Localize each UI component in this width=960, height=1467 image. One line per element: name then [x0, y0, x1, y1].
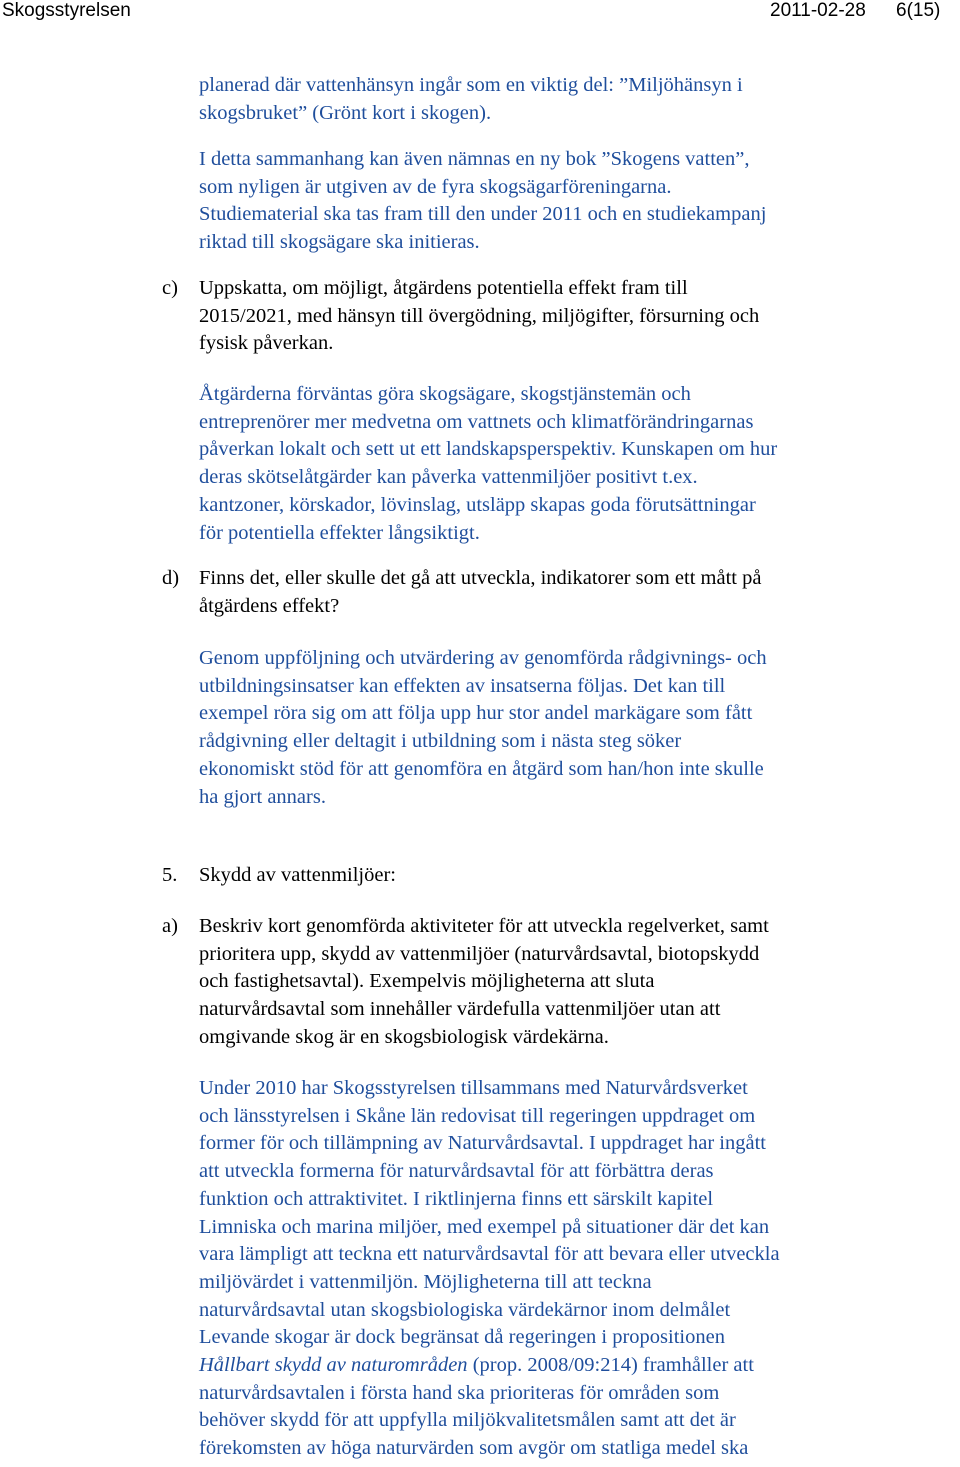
- header-date: 2011-02-28: [770, 0, 866, 21]
- section-5-number: 5.: [162, 864, 178, 886]
- text-line: I detta sammanhang kan även nämnas en ny bok ”Skogens vatten”,: [199, 148, 750, 170]
- text-line: Beskriv kort genomförda aktiviteter för att utveckla regelverket, samt: [199, 915, 769, 937]
- text-line: Finns det, eller skulle det gå att utveckla, indikatorer som ett mått på: [199, 567, 762, 589]
- text-line: ekonomiskt stöd för att genomföra en åtgärd som han/hon inte skulle: [199, 757, 764, 780]
- text-line: Åtgärderna förväntas göra skogsägare, skogstjänstemän och: [199, 383, 691, 405]
- paragraph-item-a-answer: [199, 1075, 899, 1463]
- paragraph-item-c-answer: [199, 381, 899, 547]
- text-line: funktion och attraktivitet. I riktlinjerna finns ett särskilt kapitel: [199, 1187, 714, 1210]
- text-fragment: (prop. 2008/09:214) framhåller att: [467, 1354, 754, 1377]
- text-line: som nyligen är utgiven av de fyra skogsägarföreningarna.: [199, 175, 672, 198]
- text-line: och fastighetsavtal). Exempelvis möjligheterna att sluta: [199, 970, 655, 993]
- paragraph-skogens-vatten: [199, 146, 899, 257]
- text-line: påverkan lokalt och sett ut ett landskapsperspektiv. Kunskapen om hur: [199, 438, 778, 461]
- text-line: former för och tillämpning av Naturvårdsavtal. I uppdraget har ingått: [199, 1132, 766, 1155]
- text-line: fysisk påverkan.: [199, 332, 334, 355]
- paragraph-item-d-answer: [199, 645, 899, 811]
- italic-title: Hållbart skydd av naturområden: [199, 1354, 468, 1377]
- text-line: Studiematerial ska tas fram till den under 2011 och en studiekampanj: [199, 203, 767, 226]
- header-organization: Skogsstyrelsen: [2, 0, 131, 21]
- text-line: planerad där vattenhänsyn ingår som en viktig del: ”Miljöhänsyn i: [199, 74, 743, 96]
- text-line: kantzoner, körskador, lövinslag, utsläpp skapas goda förutsättningar: [199, 493, 756, 516]
- text-line: Levande skogar är dock begränsat då regeringen i propositionen: [199, 1326, 725, 1349]
- paragraph-gront-kort: [199, 72, 899, 127]
- text-line: Uppskatta, om möjligt, åtgärdens potentiella effekt fram till: [199, 277, 688, 299]
- item-d-label: d): [162, 567, 180, 589]
- text-line: och länsstyrelsen i Skåne län redovisat till regeringen uppdraget om: [199, 1104, 756, 1127]
- text-line: åtgärdens effekt?: [199, 594, 340, 617]
- text-line: riktad till skogsägare ska initieras.: [199, 231, 480, 254]
- text-line-with-italic: [199, 1352, 899, 1380]
- text-line: prioritera upp, skydd av vattenmiljöer (naturvårdsavtal, biotopskydd: [199, 942, 760, 965]
- text-line: omgivande skog är en skogsbiologisk värdekärna.: [199, 1025, 609, 1048]
- item-c-label: c): [162, 277, 178, 299]
- text-line: miljövärdet i vattenmiljön. Möjligheterna till att teckna: [199, 1270, 652, 1293]
- text-line: 2015/2021, med hänsyn till övergödning, miljögifter, försurning och: [199, 304, 760, 327]
- text-line: naturvårdsavtalen i första hand ska prioriteras för områden som: [199, 1381, 720, 1404]
- text-line: vara lämpligt att teckna ett naturvårdsavtal för att bevara eller utveckla: [199, 1243, 780, 1266]
- text-line: för potentiella effekter långsiktigt.: [199, 521, 480, 544]
- item-a-label: a): [162, 915, 178, 937]
- text-line: behöver skydd för att uppfylla miljökvalitetsmålen samt att det är: [199, 1409, 736, 1432]
- item-a-question: [199, 913, 899, 1052]
- text-line: naturvårdsavtal som innehåller värdefulla vattenmiljöer utan att: [199, 998, 721, 1021]
- text-line: utbildningsinsatser kan effekten av insatserna följas. Det kan till: [199, 674, 726, 697]
- section-5-heading: [199, 862, 899, 890]
- text-line: Limniska och marina miljöer, med exempel på situationer där det kan: [199, 1215, 770, 1238]
- text-line: ha gjort annars.: [199, 785, 326, 808]
- text-line: exempel röra sig om att följa upp hur stor andel markägare som fått: [199, 702, 753, 725]
- text-line: skogsbruket” (Grönt kort i skogen).: [199, 101, 492, 124]
- text-line: deras skötselåtgärder kan påverka vattenmiljöer positivt t.ex.: [199, 466, 698, 489]
- text-line: entreprenörer mer medvetna om vattnets och klimatförändringarnas: [199, 410, 754, 433]
- page-header: [0, 0, 960, 24]
- text-line: Genom uppföljning och utvärdering av genomförda rådgivnings- och: [199, 647, 767, 669]
- item-d-question: [199, 565, 899, 620]
- text-line: Under 2010 har Skogsstyrelsen tillsammans med Naturvårdsverket: [199, 1077, 748, 1099]
- section-title: Skydd av vattenmiljöer:: [199, 864, 396, 886]
- text-line: att utveckla formerna för naturvårdsavtal för att förbättra deras: [199, 1160, 714, 1183]
- item-c-question: [199, 275, 899, 358]
- text-line: naturvårdsavtal utan skogsbiologiska värdekärnor inom delmålet: [199, 1298, 731, 1321]
- text-line: rådgivning eller deltagit i utbildning som i nästa steg söker: [199, 730, 682, 753]
- header-page-number: 6(15): [896, 0, 941, 21]
- text-line: förekomsten av höga naturvärden som avgör om statliga medel ska: [199, 1437, 749, 1460]
